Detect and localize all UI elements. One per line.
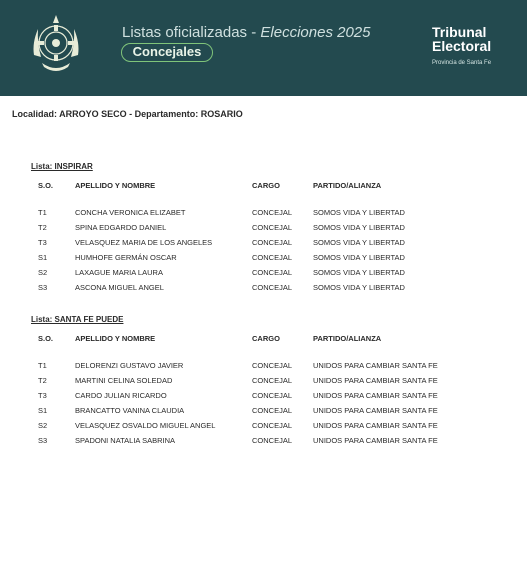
cell-cargo: CONCEJAL (252, 208, 293, 217)
table-row (0, 208, 527, 220)
table-row (0, 406, 527, 418)
cell-cargo: CONCEJAL (252, 391, 293, 400)
cell-nombre: VELASQUEZ OSVALDO MIGUEL ANGEL (75, 421, 216, 430)
cell-partido: UNIDOS PARA CAMBIAR SANTA FE (313, 406, 438, 415)
cell-nombre: BRANCATTO VANINA CLAUDIA (75, 406, 185, 415)
cell-nombre: SPINA EDGARDO DANIEL (75, 223, 167, 232)
cell-so: T1 (38, 361, 47, 370)
column-header: PARTIDO/ALIANZA (313, 334, 382, 343)
cell-so: S3 (38, 283, 48, 292)
table-row (0, 253, 527, 265)
brand-subtitle: Provincia de Santa Fe (432, 60, 492, 66)
cell-so: S2 (38, 268, 48, 277)
provincial-seal-icon (28, 13, 84, 77)
cell-so: S3 (38, 436, 48, 445)
cell-cargo: CONCEJAL (252, 436, 293, 445)
cell-nombre: DELORENZI GUSTAVO JAVIER (75, 361, 184, 370)
cell-partido: UNIDOS PARA CAMBIAR SANTA FE (313, 436, 438, 445)
document-title (122, 24, 370, 41)
title-year: Elecciones 2025 (260, 24, 371, 41)
table-row (0, 238, 527, 250)
cell-partido: SOMOS VIDA Y LIBERTAD (313, 268, 405, 277)
cell-cargo: CONCEJAL (252, 253, 293, 262)
cell-so: S1 (38, 253, 48, 262)
table-row (0, 268, 527, 280)
table-row (0, 421, 527, 433)
cell-so: T3 (38, 238, 47, 247)
cell-so: S1 (38, 406, 48, 415)
cell-so: S2 (38, 421, 48, 430)
header-banner (0, 0, 527, 96)
title-prefix: Listas oficializadas - (122, 24, 261, 41)
cell-cargo: CONCEJAL (252, 283, 293, 292)
column-header: APELLIDO Y NOMBRE (75, 181, 156, 190)
column-header: CARGO (252, 334, 280, 343)
table-row (0, 436, 527, 448)
cell-nombre: VELASQUEZ MARIA DE LOS ANGELES (75, 238, 213, 247)
category-badge: Concejales (121, 43, 213, 62)
brand-line-2: Electoral (432, 38, 492, 54)
cell-partido: SOMOS VIDA Y LIBERTAD (313, 223, 405, 232)
cell-nombre: ASCONA MIGUEL ANGEL (75, 283, 164, 292)
cell-cargo: CONCEJAL (252, 268, 293, 277)
cell-partido: UNIDOS PARA CAMBIAR SANTA FE (313, 376, 438, 385)
column-header: APELLIDO Y NOMBRE (75, 334, 156, 343)
cell-nombre: SPADONI NATALIA SABRINA (75, 436, 176, 445)
lista-title: Lista: INSPIRAR (31, 162, 93, 171)
cell-nombre: CONCHA VERONICA ELIZABET (75, 208, 186, 217)
cell-partido: UNIDOS PARA CAMBIAR SANTA FE (313, 391, 438, 400)
cell-partido: UNIDOS PARA CAMBIAR SANTA FE (313, 361, 438, 370)
table-header (0, 334, 527, 346)
cell-partido: SOMOS VIDA Y LIBERTAD (313, 208, 405, 217)
table-row (0, 223, 527, 235)
cell-nombre: HUMHOFE GERMÁN OSCAR (75, 253, 177, 262)
cell-nombre: MARTINI CELINA SOLEDAD (75, 376, 173, 385)
table-row (0, 376, 527, 388)
cell-partido: SOMOS VIDA Y LIBERTAD (313, 253, 405, 262)
column-header: S.O. (38, 181, 54, 190)
cell-so: T3 (38, 391, 47, 400)
table-row (0, 391, 527, 403)
column-header: PARTIDO/ALIANZA (313, 181, 382, 190)
cell-nombre: LAXAGUE MARIA LAURA (75, 268, 163, 277)
cell-so: T2 (38, 223, 47, 232)
column-header: S.O. (38, 334, 54, 343)
cell-so: T2 (38, 376, 47, 385)
localidad-line: Localidad: ARROYO SECO - Departamento: ROSARIO (12, 109, 243, 119)
cell-nombre: CARDO JULIAN RICARDO (75, 391, 167, 400)
cell-cargo: CONCEJAL (252, 238, 293, 247)
table-row (0, 283, 527, 295)
column-header: CARGO (252, 181, 280, 190)
tribunal-logo (432, 25, 491, 70)
cell-cargo: CONCEJAL (252, 361, 293, 370)
cell-cargo: CONCEJAL (252, 376, 293, 385)
lista-title: Lista: SANTA FE PUEDE (31, 315, 124, 324)
cell-cargo: CONCEJAL (252, 406, 293, 415)
cell-partido: SOMOS VIDA Y LIBERTAD (313, 283, 405, 292)
table-row (0, 361, 527, 373)
cell-so: T1 (38, 208, 47, 217)
cell-cargo: CONCEJAL (252, 223, 293, 232)
table-header (0, 181, 527, 193)
cell-cargo: CONCEJAL (252, 421, 293, 430)
cell-partido: UNIDOS PARA CAMBIAR SANTA FE (313, 421, 438, 430)
brand-line-1: Tribunal (432, 24, 487, 40)
cell-partido: SOMOS VIDA Y LIBERTAD (313, 238, 405, 247)
